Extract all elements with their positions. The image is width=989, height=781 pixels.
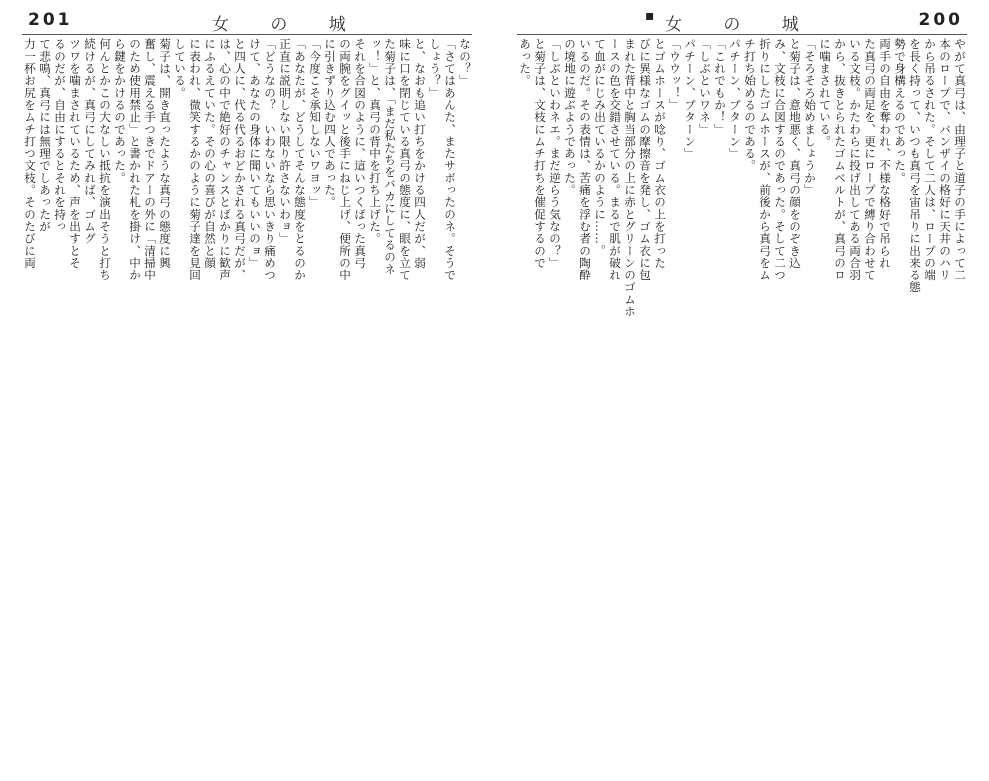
- text-line: た真弓の両足を、更にロープで縛り合わせて: [863, 38, 877, 281]
- text-line: のため使用禁止」と書かれた札を掛け、中か: [128, 38, 142, 281]
- text-line: にふるえていた。その心の喜びが自然と顔: [203, 38, 217, 269]
- text-line: 「どうなの？ いわないなら思いきり痛めつ: [263, 38, 277, 281]
- header-rule: [22, 34, 472, 35]
- text-line: 勢で身構えるのであった。: [893, 38, 907, 184]
- right-page-header: [495, 8, 989, 34]
- text-line: それを合図のように、這いつくばった真弓: [353, 38, 367, 269]
- text-line: から吊るされた。そして二人は、ロープの端: [923, 38, 937, 281]
- text-line: パチーン、ブターン」: [683, 38, 697, 160]
- text-line: 両手の自由を奪われ、不様な格好で吊られ: [878, 38, 892, 269]
- text-line: びに異様なゴムの摩擦音を発し、ゴム衣に包: [638, 38, 652, 281]
- running-title: 女 の 城: [212, 15, 364, 35]
- text-line: 奮し、震える手つきでドアーの外に「清掃中: [143, 38, 157, 281]
- text-line: 力一杯お尻をムチ打つ文枝。そのたびに両: [23, 38, 37, 269]
- text-line: た菊子は、「まだ私たちをバカにしてるのネ: [383, 38, 397, 276]
- text-line: 「しぶといわネエ。まだ逆らう気なの？」: [548, 38, 562, 269]
- text-line: 「これでもか！」: [713, 38, 727, 136]
- text-line: しょう？」: [428, 38, 442, 99]
- page-number: 201: [28, 10, 73, 30]
- text-line: 「ウウッ！」: [668, 38, 682, 111]
- right-top-tier: [592, 38, 967, 384]
- text-line: している。: [173, 38, 187, 99]
- text-line: まれた背中と胸当部分の上に赤とグリーンのゴムホ: [623, 38, 637, 318]
- page-number: 200: [918, 10, 963, 30]
- text-line: に表われ、微笑するかのように菊子達を見回: [188, 38, 202, 281]
- text-line: るのだが、自由にするとそれを持っ: [53, 38, 67, 233]
- header-mark-icon: ▪: [645, 8, 655, 24]
- left-page: [0, 0, 494, 781]
- text-line: 「しぶといワネ」: [698, 38, 712, 136]
- text-line: み、文枝に合図するのであった。そして二つ: [773, 38, 787, 281]
- left-top-tier: [22, 38, 472, 384]
- text-line: 何んとかこの大なしい抵抗を演出そうと打ち: [98, 38, 112, 281]
- text-line: いるのだ。その表情は、苦痛を浮む者の陶酔: [578, 38, 592, 281]
- text-line: を長く持って、いつも真弓を宙吊りに出来る態: [908, 38, 922, 294]
- running-title: 女 の 城: [665, 15, 817, 35]
- text-line: と四人に、代る代るおどかされる真弓だが、: [233, 38, 247, 281]
- header-rule: [517, 34, 967, 35]
- text-line: 「そろそろ始めましょうか」: [803, 38, 817, 196]
- text-line: て血がにじみ出ているかのように……。: [593, 38, 607, 257]
- text-line: けて、あなたの身体に聞いてもいいのョ」: [248, 38, 262, 269]
- text-line: チ打ち始めるのである。: [743, 38, 757, 172]
- text-line: 「さてはあんた、またサボったのネ。そうで: [443, 38, 457, 281]
- text-line: から、抜きとられたゴムベルトが、真弓のロ: [833, 38, 847, 281]
- right-page-body: [517, 38, 967, 771]
- text-line: 「あなたが、どうしてそんな態度をとるのか: [293, 38, 307, 281]
- text-line: は、心の中で絶好のチャンスとばかりに歓声: [218, 38, 232, 281]
- text-line: パチーン、ブターン」: [728, 38, 742, 160]
- text-line: の境地に遊ぶようであった。: [563, 38, 577, 196]
- text-line: ッ！」と、真弓の背中を打ち上げた。: [368, 38, 382, 245]
- text-line: と菊子は、文枝にムチ打ちを催促するので: [533, 38, 547, 269]
- text-line: の両腕をグイッと後手にねじ上げ、便所の中: [338, 38, 352, 281]
- text-line: 菊子は、開き直ったような真弓の態度に興: [158, 38, 172, 269]
- text-line: 「今度こそ承知しないワヨッ」: [308, 38, 322, 209]
- text-line: ツワを噛まされているため、声を出すとそ: [68, 38, 82, 269]
- text-line: とゴムホースが唸り、ゴム衣の上を打った: [653, 38, 667, 269]
- right-bottom-tier: [517, 38, 592, 403]
- text-line: て悲鳴、真弓には無理でしあったが: [38, 38, 52, 233]
- text-line: あった。: [518, 38, 532, 87]
- text-line: ら鍵をかけるのであった。: [113, 38, 127, 184]
- text-line: 味に口を閉じている真弓の態度に、眼を立て: [398, 38, 412, 281]
- left-page-header: [0, 8, 494, 34]
- text-line: いる文枝。かたわらに投げ出してある両合羽: [848, 38, 862, 281]
- text-line: 折りにしたゴムホースが、前後から真弓をム: [758, 38, 772, 281]
- text-line: やがて真弓は、由理子と道子の手によって二: [953, 38, 967, 281]
- text-line: と、なおも追い打ちをかける四人だが、弱: [413, 38, 427, 269]
- text-line: なの？」: [458, 38, 472, 87]
- text-line: 本のロープで、バンザイの格好に天井のハリ: [938, 38, 952, 281]
- right-page: [495, 0, 989, 781]
- text-line: 続けるが、真弓にしてみれば、ゴムグ: [83, 38, 97, 245]
- left-page-body: [22, 38, 472, 771]
- text-line: 正直に説明しない限り許さないわョ」: [278, 38, 292, 245]
- text-line: に噛まされている。: [818, 38, 832, 148]
- text-line: ースの色を交錯させている。まるで肌が破れ: [608, 38, 622, 281]
- text-line: に引きずり込む四人であった。: [323, 38, 337, 209]
- text-line: と菊子は、意地悪く、真弓の顔をのぞき込: [788, 38, 802, 269]
